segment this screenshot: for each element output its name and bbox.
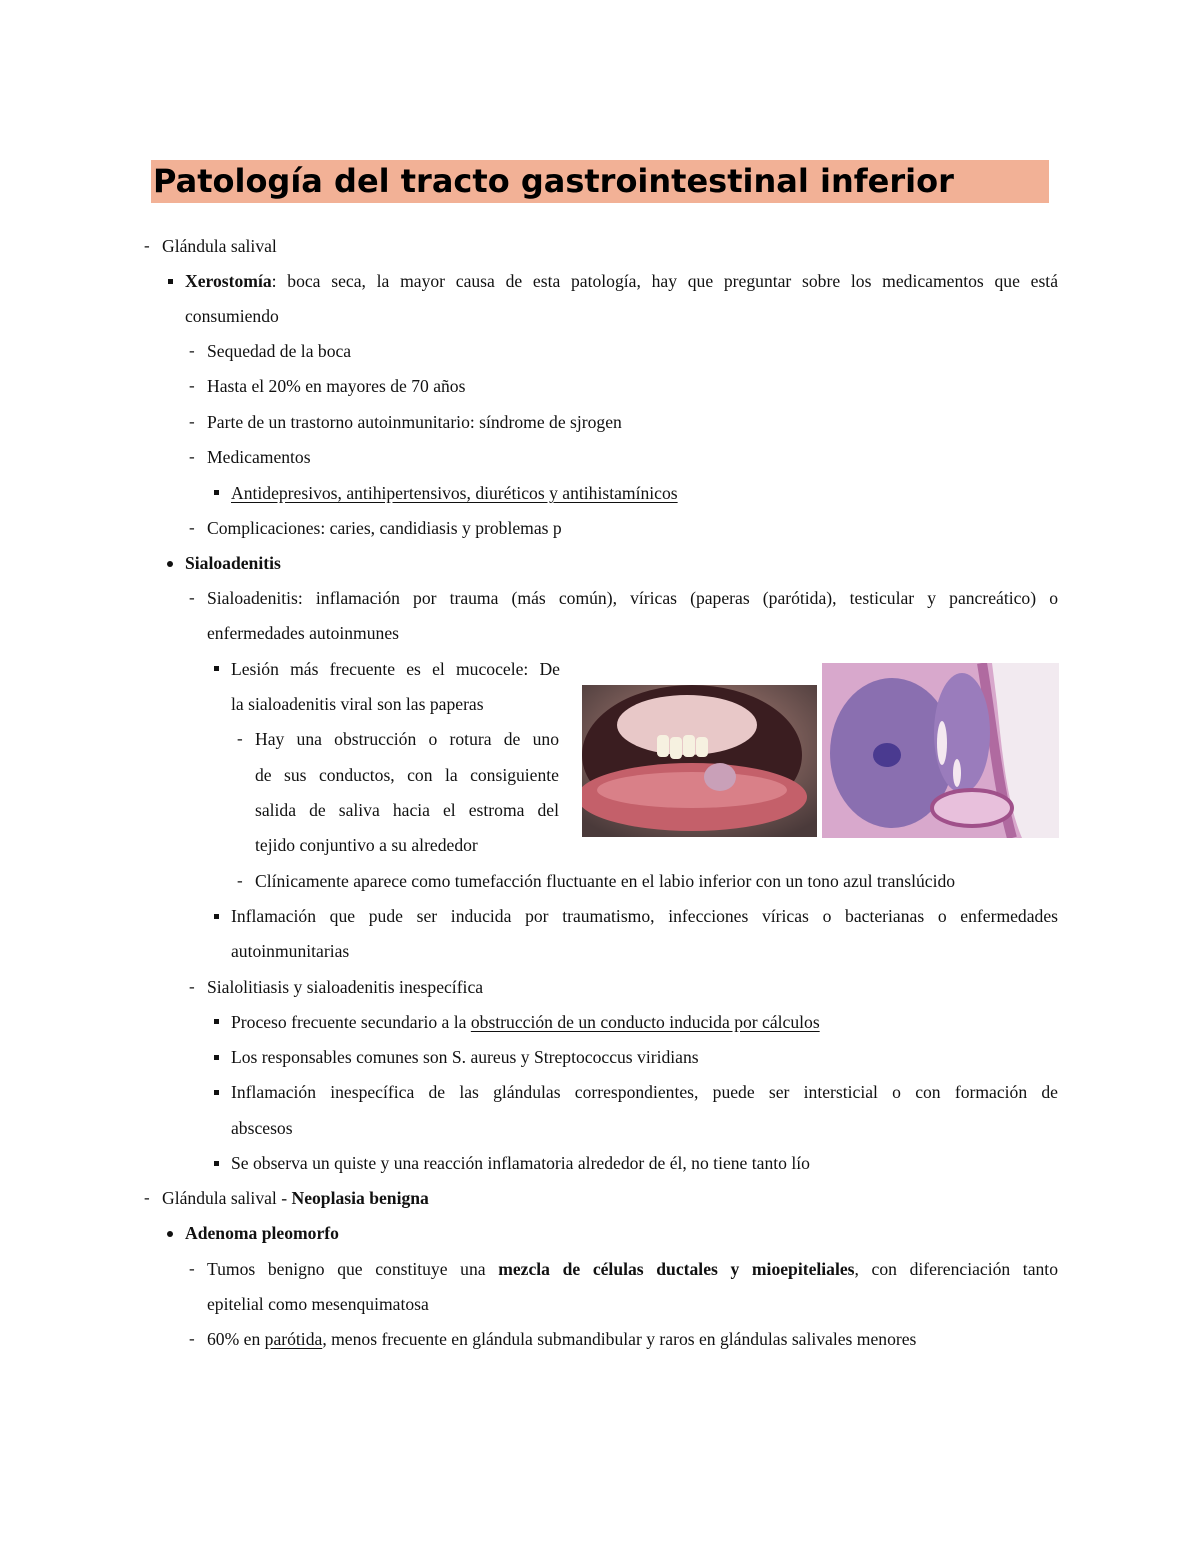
item-text: , menos frecuente en glándula submandibular y raros en glándulas salivales menores (322, 1329, 917, 1349)
dash-marker: - (189, 341, 195, 360)
list-item (231, 1010, 820, 1034)
item-text: , con diferenciación tanto (854, 1259, 1058, 1279)
list-item: Se observa un quiste y una reacción inflamatoria alrededor de él, no tiene tanto lío (231, 1153, 810, 1173)
dash-marker: - (189, 977, 195, 996)
list-item: Medicamentos (207, 447, 311, 467)
underlined-text: parótida (264, 1329, 323, 1349)
xerostomia-text-cont: consumiendo (185, 306, 279, 326)
list-item-cont: autoinmunitarias (231, 941, 350, 961)
list-item (207, 1257, 1058, 1281)
list-item: Inflamación que pude ser inducida por traumatismo, infecciones víricas o bacterianas o enfermedades (231, 906, 1058, 926)
list-item: Parte de un trastorno autoinmunitario: síndrome de sjrogen (207, 412, 622, 432)
page-title: Patología del tracto gastrointestinal inferior (153, 162, 954, 200)
underlined-text: obstrucción de un conducto inducida por cálculos (470, 1012, 820, 1032)
dash-marker: - (189, 1329, 195, 1348)
list-item: Sequedad de la boca (207, 341, 352, 361)
bullet-marker (167, 561, 173, 567)
dash-marker: - (144, 1188, 150, 1207)
bullet-marker (214, 1019, 219, 1024)
list-item: Sialolitiasis y sialoadenitis inespecífica (207, 977, 484, 997)
dash-marker: - (144, 236, 150, 255)
mucocele-photo-graphic (582, 685, 817, 837)
item-text: Tumos benigno que constituye una (207, 1259, 499, 1279)
item-bold: mezcla de células ductales y mioepiteliales (498, 1259, 855, 1279)
list-item: Hasta el 20% en mayores de 70 años (207, 376, 466, 396)
list-item: Los responsables comunes son S. aureus y Streptococcus viridians (231, 1047, 699, 1067)
histology-photo-graphic (822, 663, 1059, 838)
bullet-marker (168, 279, 173, 284)
item-text: 60% en (207, 1329, 265, 1349)
dash-marker: - (189, 447, 195, 466)
list-item (207, 1327, 916, 1351)
dash-marker: - (237, 871, 243, 890)
sialoadenitis-term: Sialoadenitis (185, 553, 281, 573)
bullet-marker (214, 1161, 219, 1166)
dash-marker: - (189, 518, 195, 537)
dash-marker: - (189, 376, 195, 395)
xerostomia-term: Xerostomía (185, 271, 272, 291)
page-title-banner (151, 160, 1049, 203)
xerostomia-item (185, 269, 1058, 293)
list-item-cont: epitelial como mesenquimatosa (207, 1294, 429, 1314)
bullet-marker (167, 1231, 173, 1237)
medication-list: Antidepresivos, antihipertensivos, diuréticos y antihistamínicos (231, 483, 678, 503)
list-item: Clínicamente aparece como tumefacción fluctuante en el labio inferior con un tono azul translúcido (255, 871, 956, 891)
list-item: Complicaciones: caries, candidiasis y problemas p (207, 518, 562, 538)
list-item-cont: la sialoadenitis viral son las paperas (231, 694, 484, 714)
list-item-cont: de sus conductos, con la consiguiente (255, 765, 559, 785)
subsection-heading (185, 1221, 339, 1245)
section-heading (162, 1186, 429, 1210)
item-text: Proceso frecuente secundario a la (231, 1012, 471, 1032)
bullet-marker (214, 914, 219, 919)
section-heading: Glándula salival (162, 236, 277, 256)
list-item-cont: abscesos (231, 1118, 293, 1138)
dash-marker: - (237, 729, 243, 748)
bullet-marker (214, 1090, 219, 1095)
histology-photo (822, 663, 1059, 838)
section-heading-text: Glándula salival - (162, 1188, 292, 1208)
dash-marker: - (189, 1259, 195, 1278)
bullet-marker (214, 490, 219, 495)
list-item (231, 481, 678, 505)
list-item: Inflamación inespecífica de las glándulas correspondientes, puede ser intersticial o con formación de (231, 1082, 1058, 1102)
bullet-marker (214, 666, 219, 671)
dash-marker: - (189, 588, 195, 607)
list-item-cont: tejido conjuntivo a su alrededor (255, 835, 478, 855)
list-item: Hay una obstrucción o rotura de uno (255, 729, 559, 749)
list-item: Lesión más frecuente es el mucocele: De (231, 659, 560, 679)
adenoma-term: Adenoma pleomorfo (185, 1223, 339, 1243)
dash-marker: - (189, 412, 195, 431)
mucocele-photo (582, 685, 817, 837)
list-item-cont: salida de saliva hacia el estroma del (255, 800, 559, 820)
xerostomia-text: : boca seca, la mayor causa de esta patología, hay que preguntar sobre los medicamentos que está (271, 271, 1058, 291)
subsection-heading (185, 551, 281, 575)
bullet-marker (214, 1055, 219, 1060)
section-heading-bold: Neoplasia benigna (291, 1188, 429, 1208)
list-item: Sialoadenitis: inflamación por trauma (más común), víricas (paperas (parótida), testicular y pancreático) o (207, 588, 1058, 608)
list-item-cont: enfermedades autoinmunes (207, 623, 399, 643)
